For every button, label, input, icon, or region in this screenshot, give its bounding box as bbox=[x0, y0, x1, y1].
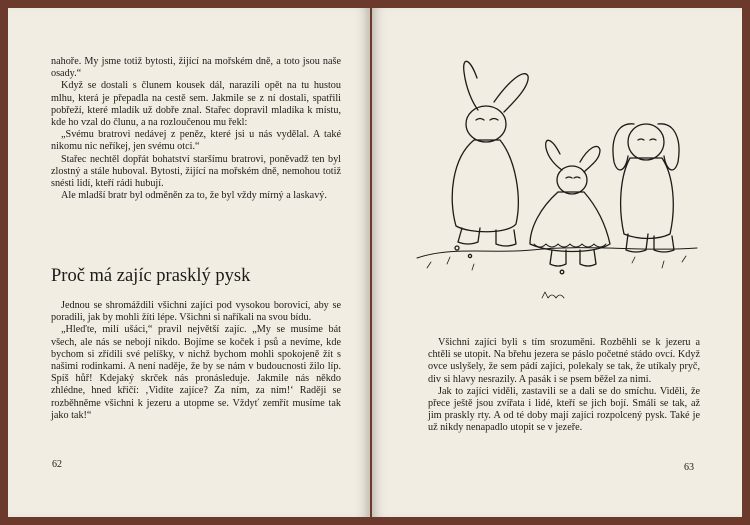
paragraph: Jednou se shromáždili všichni zajíci pod vysokou borovicí, aby se poradili, jak by mohli žíti lépe. Všichni si naříkali na svou bídu. bbox=[51, 300, 341, 324]
paragraph: nahoře. My jsme totiž bytosti, žijící na mořském dně, a toto jsou naše osady.“ bbox=[51, 56, 341, 80]
paragraph: Všichni zajíci byli s tím srozuměni. Rozběhli se k jezeru a chtěli se utopit. Na břehu jezera se páslo početné stádo ovcí. Když ovce uslyšely, že sem pádí zajíci, polekaly se tak, že utíkaly pryč, div si hlavy nesrazily. A pasák i se psem běžel za nimi. bbox=[428, 337, 700, 385]
left-bottom-text bbox=[51, 300, 341, 422]
left-page bbox=[8, 8, 370, 517]
three-hares-illustration bbox=[412, 58, 702, 313]
paragraph: Stařec nechtěl dopřát bohatství staršímu bratrovi, poněvadž ten byl zlostný a stále huboval. Bytosti, žijící na mořském dně, nemohou totiž snésti lidí, kteří rádi hubují. bbox=[51, 153, 341, 190]
page-number-left: 62 bbox=[52, 459, 62, 470]
paragraph: Ale mladší bratr byl odměněn za to, že byl vždy mírný a laskavý. bbox=[61, 190, 327, 202]
paragraph: „Hleďte, milí ušáci,“ pravil největší zajíc. „My se musíme bát všech, ale nás se nebojí nikdo. Bojíme se koček i psů a nevíme, kde bychom si zřídili své pelíšky, v nichž bychom mohli spokojeně žít s našimi rodinkami. A není naděje, že by se nám v budoucnosti žilo líp. Spíš hůř! Kdejaký skrček nás pronásleduje. Jakmile nás někdo zhlédne, hned křičí: ‚Vidíte zajíce? Za ním, za ním!‘ Raději se rozběhněme všichni k jezeru a utopme se. Vždyť zemřít musíme tak jako tak!“ bbox=[51, 324, 341, 421]
right-text bbox=[428, 337, 700, 435]
right-page bbox=[372, 8, 742, 517]
paragraph: Jak to zajíci viděli, zastavili se a dali se do smíchu. Viděli, že přece ještě jsou zvířata i lidé, kteří se jich bojí. Smáli se tak, až jim praskly rty. A od té doby mají zajíci rozpolcený pysk. Také je už nikdy nenapadlo utopit se v jezeře. bbox=[428, 385, 700, 434]
paragraph: „Svému bratrovi nedávej z peněz, které jsi u nás vydělal. A také nikomu nic neříkej, jen svému otci.“ bbox=[51, 129, 341, 153]
story-title: Proč má zajíc prasklý pysk bbox=[51, 266, 251, 286]
page-number-right: 63 bbox=[684, 462, 694, 473]
left-top-text bbox=[51, 56, 341, 202]
paragraph: Když se dostali s člunem kousek dál, narazili opět na tu hustou mlhu, která je přepadla na cestě sem. Jakmile se z ní dostali, spatřili pobřeží, které mladík už dobře znal. Stařec dopravil mladíka k místu, kde ho vzal do člunu, a na rozloučenou mu řekl: bbox=[51, 80, 341, 129]
